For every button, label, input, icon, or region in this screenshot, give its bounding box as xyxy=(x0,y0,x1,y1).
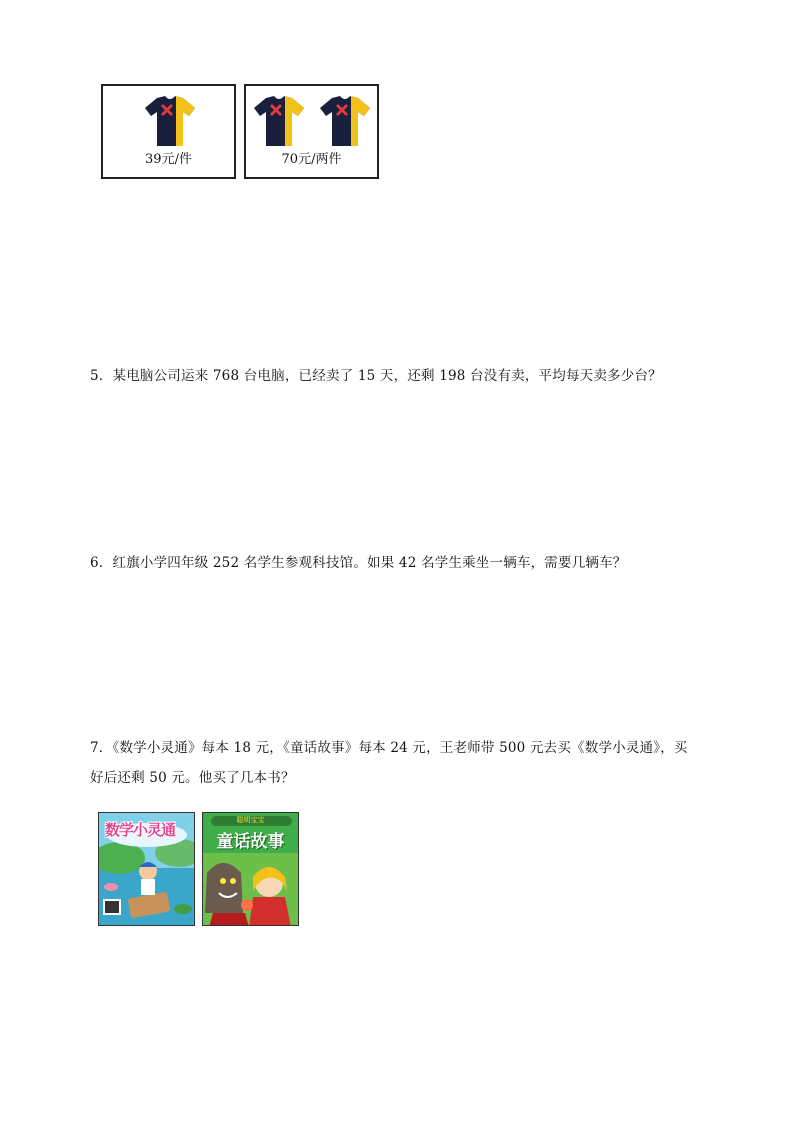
shirt-icon xyxy=(252,94,306,148)
math-cover-title: 数学小灵通 xyxy=(105,821,176,839)
price-box-single xyxy=(101,84,236,179)
question-5: 5．某电脑公司运来 768 台电脑，已经卖了 15 天，还剩 198 台没有卖，平均每天卖多少台？ xyxy=(90,368,662,384)
question-7 xyxy=(90,733,730,793)
price-label-single: 39元/件 xyxy=(145,152,192,167)
shirt-icon xyxy=(318,94,372,148)
book-cover-fairy-tales xyxy=(202,812,299,926)
price-label-pair: 70元/两件 xyxy=(281,152,342,167)
question-6: 6．红旗小学四年级 252 名学生参观科技馆。如果 42 名学生乘坐一辆车，需要几辆车？ xyxy=(90,555,627,571)
question-7-line-2: 好后还剩 50 元。他买了几本书？ xyxy=(90,770,295,786)
shirt-icon xyxy=(143,94,197,148)
fairy-cover-banner: 聪明宝宝 xyxy=(236,816,265,824)
fairy-cover-title: 童话故事 xyxy=(216,832,285,852)
price-box-pair xyxy=(244,84,379,179)
question-7-line-1: 7．《数学小灵通》每本 18 元，《童话故事》每本 24 元，王老师带 500 元去买《数学小灵通》，买 xyxy=(90,740,688,756)
book-cover-math xyxy=(98,812,195,926)
